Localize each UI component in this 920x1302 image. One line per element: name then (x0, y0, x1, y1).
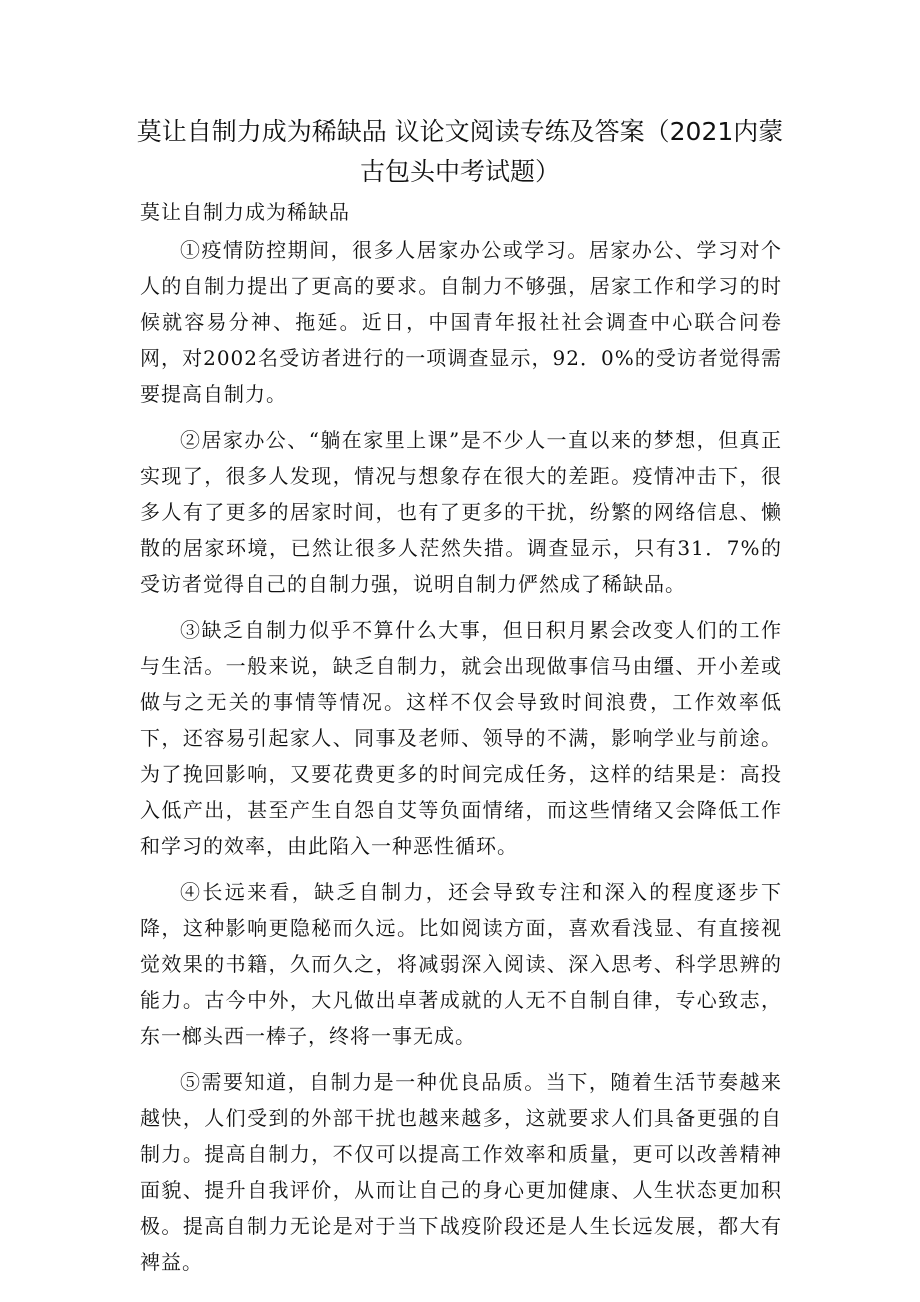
document-title: 莫让自制力成为稀缺品 议论文阅读专练及答案（2021内蒙古包头中考试题） (136, 117, 784, 186)
paragraph-5: ⑤需要知道，自制力是一种优良品质。当下，随着生活节奏越来越快，人们受到的外部干扰也越来越多，这就要求人们具备更强的自制力。提高自制力，不仅可以提高工作效率和质量，更可以改善精神面貌、提升自我评价，从而让自己的身心更加健康、人生状态更加积极。提高自制力无论是对于当下战疫阶段还是人生长远发展，都大有裨益。 (140, 1070, 782, 1274)
article-title: 莫让自制力成为稀缺品 (140, 200, 350, 224)
paragraph-3: ③缺乏自制力似乎不算什么大事，但日积月累会改变人们的工作与生活。一般来说，缺乏自制力，就会出现做事信马由缰、开小差或做与之无关的事情等情况。这样不仅会导致时间浪费，工作效率低下，还容易引起家人、同事及老师、领导的不满，影响学业与前途。为了挽回影响，又要花费更多的时间完成任务，这样的结果是：高投入低产出，甚至产生自怨自艾等负面情绪，而这些情绪又会降低工作和学习的效率，由此陷入一种恶性循环。 (140, 618, 782, 858)
article-body (140, 232, 782, 1290)
paragraph-2: ②居家办公、“躺在家里上课”是不少人一直以来的梦想，但真正实现了，很多人发现，情况与想象存在很大的差距。疫情冲击下，很多人有了更多的居家时间，也有了更多的干扰，纷繁的网络信息、懒散的居家环境，已然让很多人茫然失措。调查显示，只有31．7%的受访者觉得自己的自制力强，说明自制力俨然成了稀缺品。 (140, 428, 782, 596)
paragraph-4: ④长远来看，缺乏自制力，还会导致专注和深入的程度逐步下降，这种影响更隐秘而久远。比如阅读方面，喜欢看浅显、有直接视觉效果的书籍，久而久之，将减弱深入阅读、深入思考、科学思辨的能力。古今中外，大凡做出卓著成就的人无不自制自律，专心致志，东一榔头西一棒子，终将一事无成。 (140, 880, 782, 1048)
paragraph-1: ①疫情防控期间，很多人居家办公或学习。居家办公、学习对个人的自制力提出了更高的要求。自制力不够强，居家工作和学习的时候就容易分神、拖延。近日，中国青年报社社会调查中心联合问卷网，对2002名受访者进行的一项调查显示，92．0%的受访者觉得需要提高自制力。 (140, 238, 782, 406)
